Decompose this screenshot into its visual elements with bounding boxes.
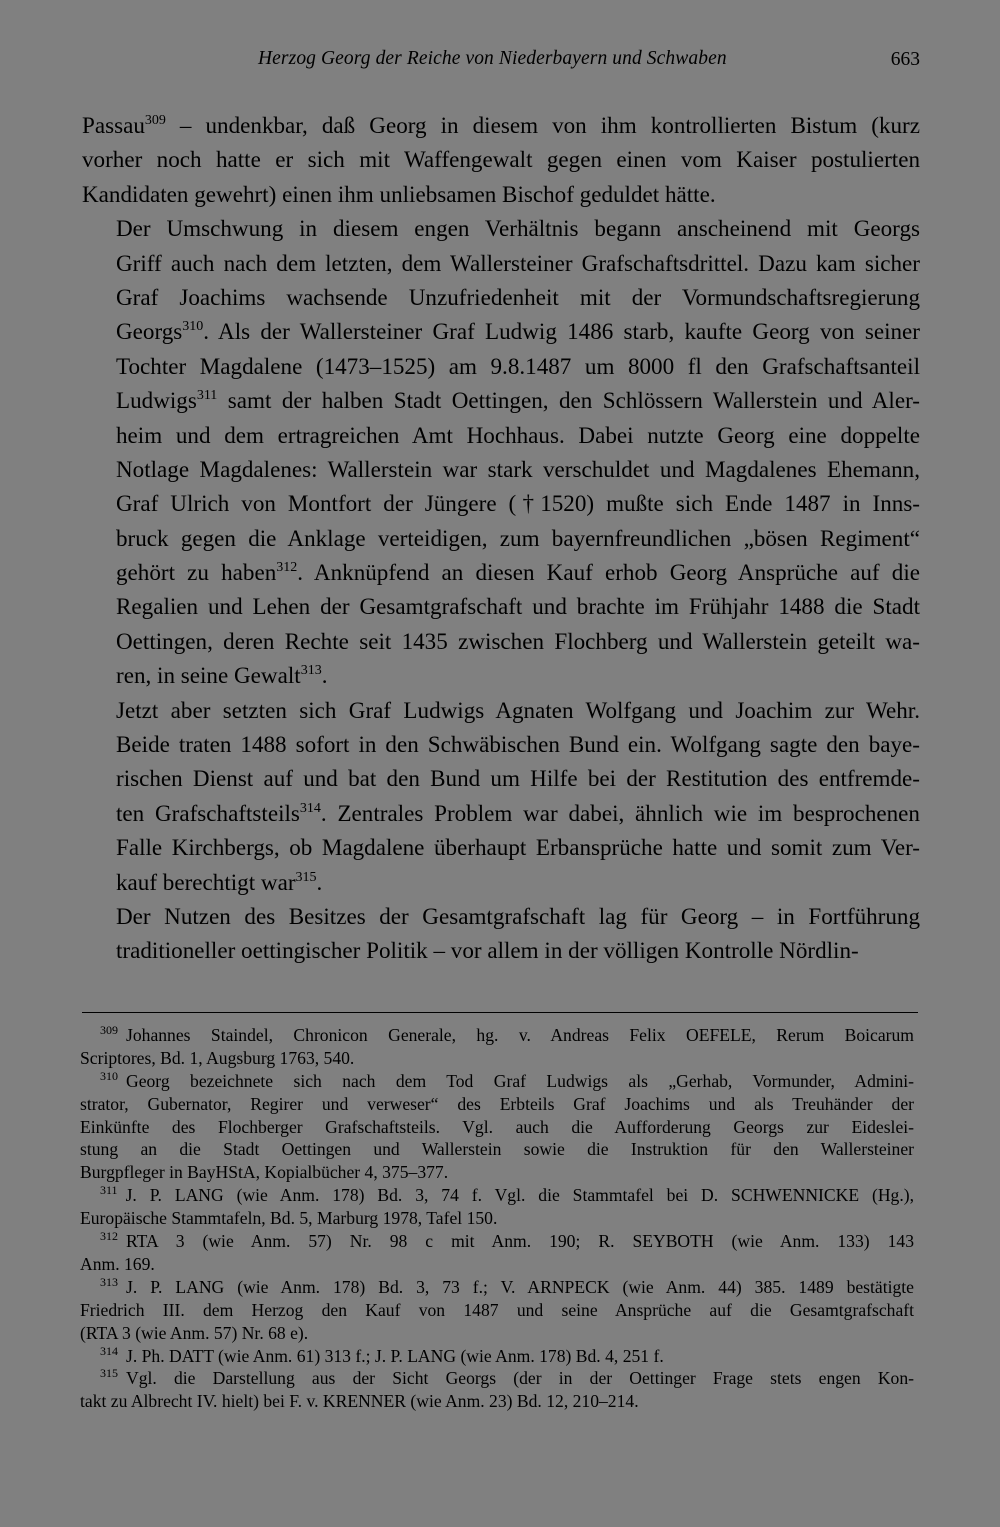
footnote — [80, 1024, 914, 1070]
text-line: rischen Dienst auf und bat den Bund um Hilfe bei der Restitution des entfremde- — [116, 765, 920, 792]
footnote-line: Burgpfleger in BayHStA, Kopialbücher 4, 375–377. — [80, 1162, 449, 1183]
footnote — [80, 1276, 914, 1345]
footnote-number: 314 — [100, 1343, 118, 1358]
footnote-line: $^{315}$ Vgl. die Darstellung aus der Sicht Georgs (der in der Oettinger Frage stets engen Kon- — [100, 1367, 914, 1389]
paragraph — [82, 108, 920, 211]
footnote-number: 312 — [100, 1230, 118, 1244]
text-line: bruck gegen die Anklage verteidigen, zum bayernfreundlichen „bösen Regiment“ — [116, 524, 920, 551]
footnote-line: Friedrich III. dem Herzog den Kauf von 1487 und seine Ansprüche auf die Gesamtgrafschaft — [80, 1299, 914, 1320]
text-line: traditioneller oettingischer Politik – vor allem in der völligen Kontrolle Nördlin- — [116, 937, 859, 964]
text-line: Regalien und Lehen der Gesamtgrafschaft und brachte im Frühjahr 1488 die Stadt — [116, 593, 920, 620]
footnote-line: $^{310}$ Georg bezeichnete sich nach dem Tod Graf Ludwigs als „Gerhab, Vormunder, Admini- — [100, 1069, 914, 1091]
text-line: Georgs$^{310}$. Als der Wallersteiner Graf Ludwig 1486 starb, kaufte Georg von seiner — [116, 318, 920, 345]
footnote-line: $^{311}$ J. P. LANG (wie Anm. 178) Bd. 3, 74 f. Vgl. die Stammtafel bei D. SCHWENNICKE (Hg.), — [100, 1184, 914, 1206]
footnote — [80, 1230, 914, 1276]
text-line: heim und dem ertragreichen Amt Hochhaus. Dabei nutzte Georg eine doppelte — [116, 421, 920, 448]
footnote-number: 313 — [100, 1275, 118, 1289]
text-line: Oettingen, deren Rechte seit 1435 zwischen Flochberg und Wallerstein geteilt wa- — [116, 627, 920, 654]
text-line: Griff auch nach dem letzten, dem Wallersteiner Grafschaftsdrittel. Dazu kam sicher — [116, 249, 920, 276]
footnote-ref: 310 — [182, 319, 204, 335]
text-line: Falle Kirchbergs, ob Magdalene überhaupt Erbansprüche hatte und somit zum Ver- — [116, 834, 920, 861]
footnote-ref: 312 — [276, 560, 298, 576]
text-line: Der Nutzen des Besitzes der Gesamtgrafschaft lag für Georg – in Fortführung — [116, 903, 920, 930]
footnote-line: stung an die Stadt Oettingen und Wallerstein sowie die Instruktion für den Wallersteiner — [80, 1139, 914, 1160]
main-text — [82, 108, 920, 968]
text-line: Kandidaten gewehrt) einen ihm unliebsamen Bischof geduldet hätte. — [82, 180, 716, 207]
running-header — [0, 48, 1000, 78]
paragraph — [82, 899, 920, 968]
footnote-line: takt zu Albrecht IV. hielt) bei F. v. KRENNER (wie Anm. 23) Bd. 12, 210–214. — [80, 1391, 639, 1412]
text-line: Tochter Magdalene (1473–1525) am 9.8.1487 um 8000 fl den Grafschaftsanteil — [116, 352, 920, 379]
text-line: kauf berechtigt war$^{315}$. — [116, 868, 323, 895]
footnote-separator — [82, 1012, 918, 1013]
footnote — [80, 1070, 914, 1184]
footnote-line: $^{309}$ Johannes Staindel, Chronicon Generale, hg. v. Andreas Felix OEFELE, Rerum Boicarum — [100, 1024, 914, 1045]
footnote — [80, 1345, 914, 1368]
footnote — [80, 1367, 914, 1413]
footnote-line: $^{313}$ J. P. LANG (wie Anm. 178) Bd. 3, 73 f.; V. ARNPECK (wie Anm. 44) 385. 1489 bestätigte — [100, 1275, 914, 1297]
footnote-ref: 309 — [144, 113, 166, 128]
text-line: vorher noch hatte er sich mit Waffengewalt gegen einen vom Kaiser postulierten — [82, 146, 920, 173]
footnote-ref: 311 — [196, 388, 218, 404]
footnote-ref: 313 — [300, 663, 322, 679]
text-line: Graf Ulrich von Montfort der Jüngere (†1520) mußte sich Ende 1487 in Inns- — [116, 490, 920, 517]
text-line: Graf Joachims wachsende Unzufriedenheit mit der Vormundschaftsregierung — [116, 283, 920, 310]
text-line: Jetzt aber setzten sich Graf Ludwigs Agnaten Wolfgang und Joachim zur Wehr. — [116, 696, 920, 723]
footnote-line: $^{314}$ J. Ph. DATT (wie Anm. 61) 313 f.; J. P. LANG (wie Anm. 178) Bd. 4, 251 f. — [100, 1343, 664, 1366]
text-line: ren, in seine Gewalt$^{313}$. — [116, 662, 328, 689]
text-line: Notlage Magdalenes: Wallerstein war stark verschuldet und Magdalenes Ehemann, — [116, 455, 920, 482]
footnote-line: Anm. 169. — [80, 1253, 155, 1274]
page-number: 663 — [890, 49, 920, 70]
footnote-number: 315 — [100, 1367, 118, 1381]
footnote-number: 310 — [100, 1069, 118, 1083]
footnote-line: Europäische Stammtafeln, Bd. 5, Marburg 1978, Tafel 150. — [80, 1208, 498, 1229]
footnotes — [80, 1024, 914, 1413]
text-line: Beide traten 1488 sofort in den Schwäbischen Bund ein. Wolfgang sagte den baye- — [116, 731, 920, 758]
footnote-line: Scriptores, Bd. 1, Augsburg 1763, 540. — [80, 1047, 355, 1068]
text-line: Passau$^{309}$ – undenkbar, daß Georg in diesem von ihm kontrollierten Bistum (kurz — [82, 112, 920, 138]
footnote-line: $^{312}$ RTA 3 (wie Anm. 57) Nr. 98 c mit Anm. 190; R. SEYBOTH (wie Anm. 133) 143 — [100, 1230, 914, 1252]
text-line: Ludwigs$^{311}$ samt der halben Stadt Oettingen, den Schlössern Wallerstein und Aler- — [116, 387, 920, 414]
text-line: gehört zu haben$^{312}$. Anknüpfend an diesen Kauf erhob Georg Ansprüche auf die — [116, 559, 920, 586]
footnote-ref: 315 — [295, 869, 317, 885]
paragraph — [82, 211, 920, 692]
footnote-ref: 314 — [299, 800, 321, 816]
footnote-number: 311 — [100, 1184, 118, 1198]
footnote — [80, 1184, 914, 1230]
footnote-line: (RTA 3 (wie Anm. 57) Nr. 68 e). — [80, 1322, 309, 1343]
paragraph — [82, 693, 920, 899]
text-line: ten Grafschaftsteils$^{314}$. Zentrales Problem war dabei, ähnlich wie im besprochenen — [116, 799, 920, 826]
footnote-number: 309 — [100, 1024, 118, 1037]
footnote-line: strator, Gubernator, Regirer und verweser“ des Erbteils Graf Joachims und als Treuhänder der — [80, 1093, 914, 1114]
running-title: Herzog Georg der Reiche von Niederbayern und Schwaben — [258, 48, 727, 69]
footnote-line: Einkünfte des Flochberger Grafschaftsteils. Vgl. auch die Aufforderung Georgs zur Eideslei- — [80, 1116, 914, 1137]
text-line: Der Umschwung in diesem engen Verhältnis begann anscheinend mit Georgs — [116, 215, 920, 242]
